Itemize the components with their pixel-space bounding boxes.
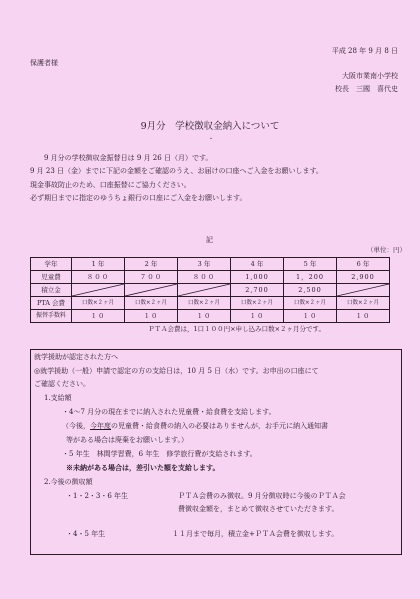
aid-s2-text-a2: 費徴収金額を，まとめて徴収させていただきます。 — [178, 505, 339, 513]
document-date: 平成 28 年 9 月 8 日 — [331, 47, 398, 55]
aid-s1-item-b-line2: 等がある場合は廃棄をお願いします。） — [66, 436, 188, 444]
col-header-1: 1 年 — [91, 260, 105, 268]
aid-s1-item-a: ・4～7 月分の現在までに納入された児童費・給食費を支給します。 — [62, 408, 276, 416]
ki-mark: 記 — [206, 236, 213, 244]
pta-note: ＰＴＡ会費は，1口１００円×申し込み口数×２ヶ月分です。 — [148, 325, 326, 333]
aid-s1-item-c: ・5 年生 林間学習費，6 年生 修学旅行費が支給されます。 — [62, 450, 257, 458]
aid-line-2: ご確認ください。 — [34, 380, 90, 388]
table-cell: ８００ — [86, 273, 110, 281]
table-cell: 2,900 — [351, 273, 375, 281]
aid-s1-b-pre: （今後， — [62, 422, 90, 430]
aid-heading: 就学援助が認定された方へ — [34, 353, 118, 361]
table-cell: 口数×２ヶ月 — [293, 300, 327, 306]
unit-label: （単位：円） — [367, 246, 406, 254]
aid-s2-text-b: １１月まで毎月，積立金+ＰＴＡ会費を徴収します。 — [172, 530, 339, 538]
table-cell: １０ — [249, 312, 265, 320]
school-name: 大阪市業南小学校 — [342, 72, 398, 80]
table-cell: 口数×２ヶ月 — [240, 300, 274, 306]
table-cell: 口数×２ヶ月 — [81, 300, 115, 306]
aid-s1-note: ※未納がある場合は，差引いた額を支給します。 — [66, 463, 220, 472]
aid-s2-grades-b: ・4・5 年生 — [66, 530, 106, 538]
aid-s2-text-a1: ＰＴＡ会費のみ徴収。9 月分徴収時に今後のＰＴＡ会 — [178, 492, 346, 500]
aid-section-1-title: 1.支給額 — [44, 394, 72, 402]
intro-line-3: 現金事故防止のため、口座振替にご協力ください。 — [30, 181, 191, 189]
table-cell: 口数×２ヶ月 — [187, 300, 221, 306]
addressee: 保護者様 — [30, 59, 58, 67]
row-label-jidouhi: 児童費 — [41, 273, 61, 281]
table-cell: １０ — [302, 312, 318, 320]
row-label-pta: PTA 会費 — [36, 299, 66, 307]
title-mark: ・ — [208, 136, 215, 143]
page-title: 9月分 学校徴収金納入について — [140, 121, 280, 132]
col-header-4: 4 年 — [250, 260, 264, 268]
table-cell: ８００ — [192, 273, 216, 281]
col-header-3: 3 年 — [197, 260, 211, 268]
table-cell: 2,700 — [245, 286, 269, 294]
aid-section-2-title: 2.今後の徴収額 — [44, 478, 93, 486]
table-cell: １０ — [196, 312, 212, 320]
aid-s1-b-post: の児童費・給食費の納入の必要はありませんが，お手元に納入通知書 — [111, 422, 328, 430]
aid-s1-item-b-line1 — [62, 421, 328, 431]
table-cell: 口数×２ヶ月 — [346, 300, 380, 306]
aid-line-1: ◎就学援助（一般）申請で認定の方の支給日は，10 月 5 日（水）です。お申出の口座にて — [34, 367, 319, 375]
table-cell: １０ — [143, 312, 159, 320]
intro-line-4: 必ず期日までに指定のゆうちょ銀行の口座にご入金をお願いします。 — [30, 194, 247, 202]
intro-line-2: 9 月 23 日（金）までに下記の金額をご確認のうえ、お届けの口座へご入金をお願いします。 — [30, 167, 323, 175]
col-header-grade: 学年 — [44, 260, 58, 268]
aid-s2-grades-a: ・1・2・3・6 年生 — [66, 492, 129, 500]
table-cell: 1，200 — [295, 273, 325, 281]
aid-s1-b-underlined: 今年度 — [90, 422, 111, 430]
table-cell: 口数×２ヶ月 — [134, 300, 168, 306]
col-header-6: 6 年 — [356, 260, 370, 268]
row-label-tsumitatekin: 積立金 — [41, 286, 61, 294]
intro-line-1: 9 月分の学校徴収金振替日は 9 月 26 日（月）です。 — [44, 154, 213, 162]
table-cell: １０ — [355, 312, 371, 320]
table-cell: 1,000 — [245, 273, 269, 281]
table-cell: 2,500 — [298, 286, 322, 294]
table-cell: ７００ — [139, 273, 163, 281]
fee-table — [30, 257, 390, 323]
principal-name: 校長 三國 喜代史 — [335, 85, 398, 93]
col-header-2: 2 年 — [144, 260, 158, 268]
table-cell: １０ — [90, 312, 106, 320]
col-header-5: 5 年 — [303, 260, 317, 268]
row-label-fee: 振替手数料 — [35, 312, 66, 319]
